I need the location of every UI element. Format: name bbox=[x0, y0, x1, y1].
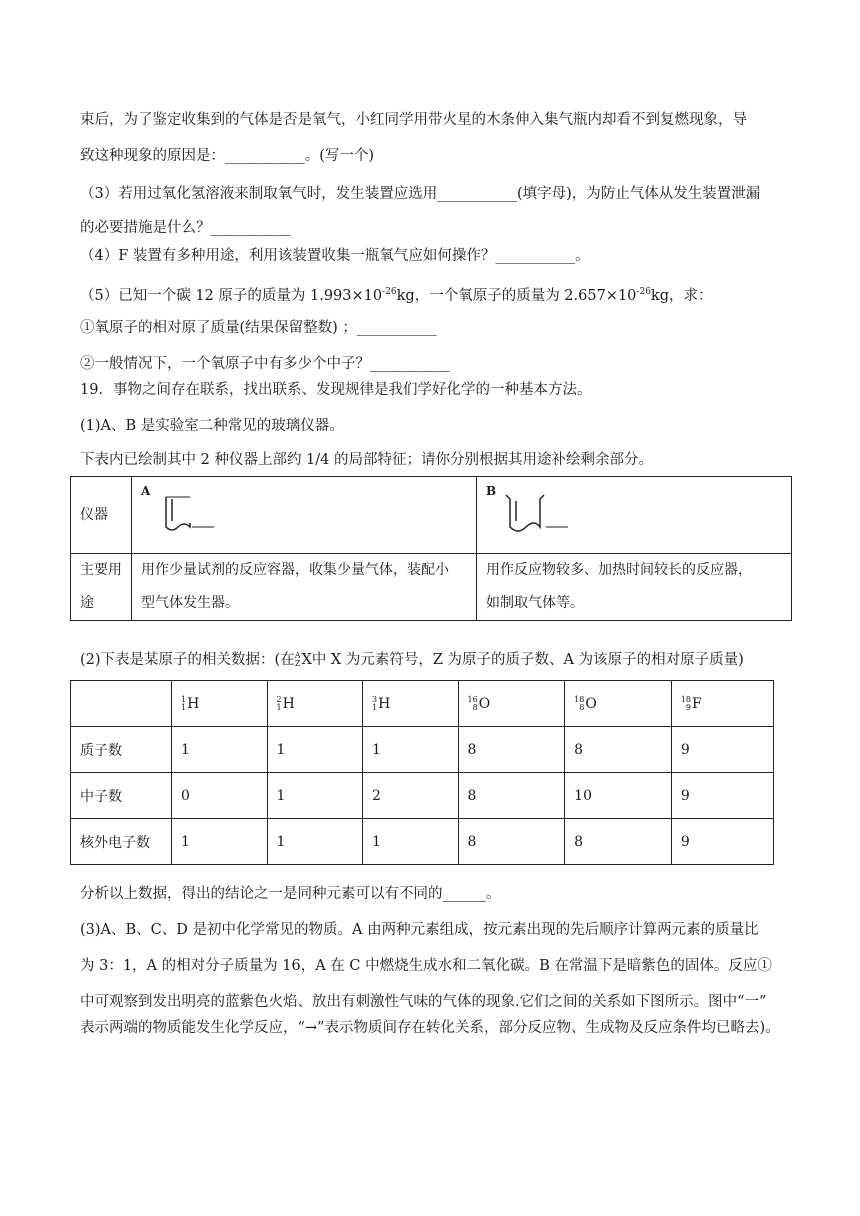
table-cell: 1 bbox=[267, 819, 363, 865]
question-19-part1b: 下表内已绘制其中 2 种仪器上部约 1/4 的局部特征；请你分别根据其用途补绘剩余部分。 bbox=[80, 452, 653, 468]
question-5-sub2: ②一般情况下，一个氧原子中有多少个中子？___________ bbox=[80, 356, 450, 372]
table-cell: 8 bbox=[565, 727, 672, 773]
isotope-cell bbox=[565, 681, 672, 727]
element-symbol: H bbox=[378, 695, 391, 712]
table-row bbox=[71, 773, 774, 819]
test-tube-icon bbox=[152, 493, 232, 537]
element-symbol: O bbox=[478, 695, 491, 712]
mass-number: 16 bbox=[467, 694, 478, 704]
row-label: 核外电子数 bbox=[71, 819, 172, 865]
label-line: 途 bbox=[80, 595, 94, 611]
q5-mid: kg，一个氧原子的质量为 2.657×10 bbox=[396, 287, 637, 304]
conclusion-line: 分析以上数据，得出的结论之一是同种元素可以有不同的______。 bbox=[80, 886, 501, 902]
question-3-line2: 的必要措施是什么？___________ bbox=[80, 220, 291, 236]
table-cell: 2 bbox=[363, 773, 459, 819]
isotope-cell bbox=[172, 681, 268, 727]
part3-line: 为 3：1，A 的相对分子质量为 16，A 在 C 中燃烧生成水和二氧化碳。B 在常温下是暗紫色的固体。反应① bbox=[80, 958, 772, 974]
nuclide-x: X bbox=[301, 652, 312, 668]
table-cell: 1 bbox=[267, 773, 363, 819]
element-symbol: F bbox=[692, 695, 702, 712]
table-cell: 10 bbox=[565, 773, 672, 819]
table-cell bbox=[132, 554, 477, 621]
apparatus-b-letter: B bbox=[486, 484, 497, 498]
table-cell bbox=[71, 681, 172, 727]
table-cell: 仪器 bbox=[71, 477, 132, 554]
question-5 bbox=[80, 282, 713, 306]
q5-exp1: -26 bbox=[382, 287, 397, 297]
use-line: 如制取气体等。 bbox=[486, 595, 584, 611]
part2-pre: (2)下表是某原子的相关数据：(在 bbox=[80, 652, 295, 668]
question-19-part2 bbox=[80, 650, 744, 670]
q5-post: kg，求： bbox=[650, 287, 713, 304]
isotope-cell bbox=[458, 681, 565, 727]
q5-pre: （5）已知一个碳 12 原子的质量为 1.993×10 bbox=[80, 287, 383, 304]
isotope-cell bbox=[363, 681, 459, 727]
nuclide-z: Z bbox=[294, 659, 301, 668]
table-row bbox=[71, 477, 792, 554]
table-row bbox=[71, 554, 792, 621]
table-cell: 1 bbox=[172, 819, 268, 865]
part2-post: 中 X 为元素符号，Z 为原子的质子数、A 为该原子的相对原子质量) bbox=[311, 652, 744, 668]
paragraph-line: 束后，为了鉴定收集到的气体是否是氧气，小红同学用带火星的木条伸入集气瓶内却看不到复燃现象，导 bbox=[80, 112, 747, 128]
table-header-row bbox=[71, 681, 774, 727]
table-cell: 9 bbox=[671, 773, 773, 819]
nuclide-a: A bbox=[294, 651, 301, 660]
use-line: 用作少量试剂的反应容器，收集少量气体，装配小 bbox=[141, 562, 449, 578]
table-cell: 0 bbox=[172, 773, 268, 819]
mass-number: 2 bbox=[276, 694, 282, 704]
part3-line: 中可观察到发出明亮的蓝紫色火焰、放出有刺激性气味的气体的现象.它们之间的关系如下图所示。图中“一” bbox=[80, 994, 767, 1010]
paragraph-line: 致这种现象的原因是：___________。(写一个) bbox=[80, 148, 375, 164]
use-line: 型气体发生器。 bbox=[141, 595, 239, 611]
q5-exp2: -26 bbox=[636, 287, 651, 297]
question-4: （4）F 装置有多种用途，利用该装置收集一瓶氧气应如何操作？___________。 bbox=[80, 248, 590, 264]
table-cell bbox=[477, 554, 792, 621]
label-line: 主要用 bbox=[80, 562, 122, 578]
mass-number: 18 bbox=[680, 694, 691, 704]
atom-data-table bbox=[70, 680, 774, 865]
element-symbol: O bbox=[585, 695, 597, 712]
apparatus-table bbox=[70, 476, 792, 621]
atomic-number: 1 bbox=[372, 702, 378, 712]
table-cell: 9 bbox=[671, 727, 773, 773]
table-cell: 1 bbox=[172, 727, 268, 773]
table-cell: 9 bbox=[671, 819, 773, 865]
isotope-cell bbox=[267, 681, 363, 727]
atomic-number: 1 bbox=[181, 702, 187, 712]
row-label: 中子数 bbox=[71, 773, 172, 819]
flask-icon bbox=[498, 493, 578, 537]
atomic-number: 9 bbox=[685, 702, 691, 712]
table-cell: 1 bbox=[363, 819, 459, 865]
isotope-cell bbox=[671, 681, 773, 727]
use-line: 用作反应物较多、加热时间较长的反应器， bbox=[486, 562, 752, 578]
table-cell: 1 bbox=[363, 727, 459, 773]
atomic-number: 8 bbox=[472, 702, 478, 712]
mass-number: 18 bbox=[574, 694, 585, 704]
question-19-stem: 19．事物之间存在联系，找出联系、发现规律是我们学好化学的一种基本方法。 bbox=[80, 382, 592, 398]
row-label: 质子数 bbox=[71, 727, 172, 773]
mass-number: 3 bbox=[372, 694, 378, 704]
table-cell: 8 bbox=[458, 727, 565, 773]
atomic-number: 1 bbox=[276, 702, 282, 712]
table-cell bbox=[71, 554, 132, 621]
part3-line: (3)A、B、C、D 是初中化学常见的物质。A 由两种元素组成，按元素出现的先后顺序计算两元素的质量比 bbox=[80, 922, 759, 938]
element-symbol: H bbox=[282, 695, 295, 712]
apparatus-a-cell bbox=[132, 477, 477, 554]
element-symbol: H bbox=[187, 695, 200, 712]
table-cell: 1 bbox=[267, 727, 363, 773]
table-cell: 8 bbox=[458, 819, 565, 865]
question-19-part1a: (1)A、B 是实验室二种常见的玻璃仪器。 bbox=[80, 418, 344, 434]
question-5-sub1: ①氧原子的相对原了质量(结果保留整数) ；___________ bbox=[80, 320, 437, 336]
table-cell: 8 bbox=[565, 819, 672, 865]
question-3-line1: （3）若用过氧化氢溶液来制取氧气时，发生装置应选用___________(填字母)，为防止气体从发生装置泄漏 bbox=[80, 186, 761, 202]
table-cell: 8 bbox=[458, 773, 565, 819]
apparatus-a-letter: A bbox=[141, 484, 151, 498]
mass-number: 1 bbox=[181, 694, 187, 704]
table-row bbox=[71, 727, 774, 773]
part3-line: 表示两端的物质能发生化学反应，“→”表示物质间存在转化关系，部分反应物、生成物及反应条件均已略去)。 bbox=[80, 1020, 780, 1036]
table-row bbox=[71, 819, 774, 865]
atomic-number: 8 bbox=[579, 702, 585, 712]
apparatus-b-cell bbox=[477, 477, 792, 554]
nuclide-notation bbox=[295, 650, 312, 670]
